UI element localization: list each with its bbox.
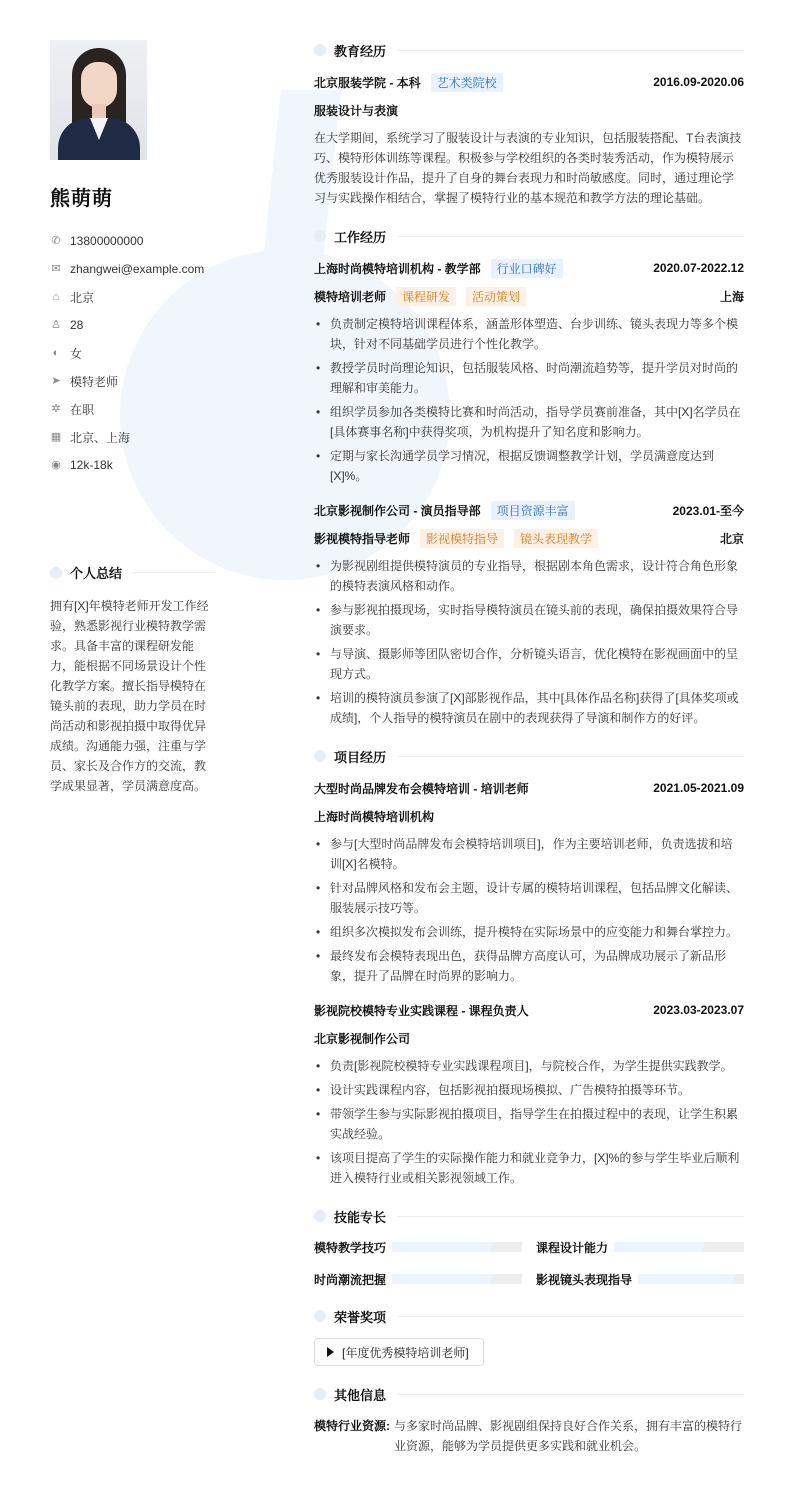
skill-name: 影视镜头表现指导 [536, 1272, 633, 1287]
project-date: 2023.03-2023.07 [653, 1003, 744, 1017]
status-icon: ✲ [51, 403, 61, 415]
list-item: • 设计实践课程内容，包括影视拍摄现场模拟、广告模特拍摄等环节。 [314, 1080, 744, 1100]
skill-item [536, 1238, 744, 1256]
list-item: • 定期与家长沟通学员学习情况，根据反馈调整教学计划，学员满意度达到[X]%。 [314, 446, 744, 486]
role-tag: 活动策划 [466, 287, 526, 306]
school-name: 北京服装学院 - 本科 [314, 75, 421, 90]
role-tag: 影视模特指导 [420, 529, 504, 548]
section-heading: 其他信息 [314, 1384, 744, 1404]
role-tag: 课程研发 [396, 287, 456, 306]
list-item: • 培训的模特演员参演了[X]部影视作品，其中[具体作品名称]获得了[具体奖项或成绩]，个人指导的模特演员在剧中的表现获得了导演和制作方的好评。 [314, 688, 744, 728]
education-entry [314, 72, 744, 208]
project-org: 北京影视制作公司 [314, 1031, 411, 1046]
age-icon: ♙ [51, 319, 61, 331]
gender-icon: ◐ [52, 347, 60, 359]
summary-heading: 个人总结 [50, 563, 215, 582]
section-dot-icon [314, 230, 326, 242]
list-item: • 针对品牌风格和发布会主题，设计专属的模特培训课程，包括品牌文化解读、服装展示技巧等。 [314, 878, 744, 918]
project-entry [314, 778, 744, 986]
info-salary: ◉ 12k-18k [51, 458, 113, 472]
job-icon: ➤ [51, 375, 61, 387]
section-heading: 教育经历 [314, 40, 744, 60]
education-desc: 在大学期间，系统学习了服装设计与表演的专业知识，包括服装搭配、T台表演技巧、模特形体训练等课程。积极参与学校组织的各类时装秀活动，作为模特展示优秀服装设计作品，提升了自身的舞台表现力和时尚敏感度。同时，通过理论学习与实践操作相结合，掌握了模特行业的基本规范和教学方法的理论基础。 [314, 131, 742, 205]
home-icon: ⌂ [52, 291, 60, 303]
project-name: 影视院校模特专业实践课程 - 课程负责人 [314, 1003, 529, 1018]
section-dot-icon [314, 1388, 326, 1400]
section-heading: 技能专长 [314, 1206, 744, 1226]
list-item: • 与导演、摄影师等团队密切合作，分析镜头语言，优化模特在影视画面中的呈现方式。 [314, 644, 744, 684]
school-tag: 艺术类院校 [431, 73, 503, 92]
job-role: 模特培训老师 [314, 289, 387, 304]
mail-icon: ✉ [51, 263, 61, 275]
company-name: 北京影视制作公司 - 演员指导部 [314, 503, 481, 518]
skill-item [536, 1270, 744, 1288]
phone-icon: ✆ [51, 235, 61, 247]
info-city: ▦ 北京、上海 [50, 430, 131, 445]
skill-name: 模特教学技巧 [314, 1240, 387, 1255]
education-date: 2016.09-2020.06 [653, 75, 744, 89]
project-date: 2021.05-2021.09 [653, 781, 744, 795]
other-section [314, 1384, 744, 1456]
sidebar [50, 40, 215, 796]
list-item: • 负责[影视院校模特专业实践课程项目]，与院校合作，为学生提供实践教学。 [314, 1056, 744, 1076]
list-item: • 教授学员时尚理论知识，包括服装风格、时尚潮流趋势等，提升学员对时尚的理解和审美能力。 [314, 358, 744, 398]
role-tag: 镜头表现教学 [514, 529, 598, 548]
other-key: 模特行业资源: [314, 1419, 390, 1433]
list-item: • 为影视剧组提供模特演员的专业指导，根据剧本角色需求，设计符合角色形象的模特表演风格和动作。 [314, 556, 744, 596]
honors-section [314, 1306, 744, 1366]
education-section [314, 40, 744, 208]
skill-bar-fill [392, 1274, 493, 1284]
section-heading: 工作经历 [314, 226, 744, 246]
section-heading: 项目经历 [314, 746, 744, 766]
company-tag: 项目资源丰富 [491, 501, 575, 520]
info-status: ✲ 在职 [51, 402, 95, 417]
list-item: • 组织学员参加各类模特比赛和时尚活动，指导学员赛前准备，其中[X]名学员在[具体赛事名称]中获得奖项，为机构提升了知名度和影响力。 [314, 402, 744, 442]
divider [398, 236, 744, 237]
section-dot-icon [314, 1210, 326, 1222]
main-content [314, 40, 744, 1474]
divider [398, 50, 744, 51]
award-item: [年度优秀模特培训老师] [314, 1338, 484, 1366]
skill-bar-fill [638, 1274, 736, 1284]
section-dot-icon [314, 750, 326, 762]
info-location: ⌂ 北京 [50, 283, 215, 311]
skill-item [314, 1238, 522, 1256]
list-item: • 负责制定模特培训课程体系，涵盖形体塑造、台步训练、镜头表现力等多个模块，针对不同基础学员进行个性化教学。 [314, 314, 744, 354]
other-item [314, 1416, 744, 1456]
play-icon [327, 1347, 334, 1357]
work-date: 2020.07-2022.12 [653, 261, 744, 275]
skills-grid [314, 1238, 744, 1288]
work-bullets [314, 556, 744, 728]
skills-section [314, 1206, 744, 1288]
project-entry [314, 1000, 744, 1188]
list-item: • 该项目提高了学生的实际操作能力和就业竞争力，[X]%的参与学生毕业后顺利进入模特行业或相关影视领域工作。 [314, 1148, 744, 1188]
skill-bar [614, 1242, 744, 1252]
city-icon: ▦ [50, 431, 62, 443]
project-org: 上海时尚模特培训机构 [314, 809, 435, 824]
divider [398, 756, 744, 757]
skill-bar-fill [392, 1242, 493, 1252]
work-entry [314, 258, 744, 486]
contact-info-list [50, 227, 215, 479]
skill-item [314, 1270, 522, 1288]
info-gender: ◐ 女 [50, 339, 215, 367]
avatar [50, 40, 147, 160]
work-date: 2023.01-至今 [672, 503, 744, 518]
divider [398, 1316, 744, 1317]
work-section [314, 226, 744, 728]
company-name: 上海时尚模特培训机构 - 教学部 [314, 261, 481, 276]
divider [132, 572, 215, 573]
list-item: • 组织多次模拟发布会训练，提升模特在实际场景中的应变能力和舞台掌控力。 [314, 922, 744, 942]
salary-icon: ◉ [51, 459, 61, 471]
projects-section [314, 746, 744, 1188]
skill-name: 课程设计能力 [536, 1240, 609, 1255]
section-heading: 荣誉奖项 [314, 1306, 744, 1326]
company-tag: 行业口碑好 [491, 259, 563, 278]
job-city: 上海 [719, 289, 744, 304]
skill-bar [392, 1242, 522, 1252]
project-bullets [314, 1056, 744, 1188]
job-role: 影视模特指导老师 [314, 531, 411, 546]
project-name: 大型时尚品牌发布会模特培训 - 培训老师 [314, 781, 529, 796]
work-entry [314, 500, 744, 728]
section-dot-icon [314, 44, 326, 56]
info-email: ✉ zhangwei@example.com [51, 262, 205, 276]
major: 服装设计与表演 [314, 103, 399, 118]
project-bullets [314, 834, 744, 986]
skill-bar [392, 1274, 522, 1284]
skill-name: 时尚潮流把握 [314, 1272, 387, 1287]
info-phone: ✆ 13800000000 [51, 234, 144, 248]
divider [398, 1216, 744, 1217]
skill-bar [638, 1274, 744, 1284]
section-dot-icon [50, 567, 62, 579]
candidate-name: 熊萌萌 [50, 188, 113, 210]
list-item: • 参与[大型时尚品牌发布会模特培训项目]，作为主要培训老师，负责选拔和培训[X]名模特。 [314, 834, 744, 874]
divider [398, 1394, 744, 1395]
skill-bar-fill [614, 1242, 705, 1252]
info-age: ♙ 28 [51, 318, 84, 332]
work-bullets [314, 314, 744, 486]
section-dot-icon [314, 1310, 326, 1322]
job-city: 北京 [719, 531, 744, 546]
info-job: ➤ 模特老师 [51, 374, 119, 389]
other-value: 与多家时尚品牌、影视剧组保持良好合作关系，拥有丰富的模特行业资源，能够为学员提供更多实践和就业机会。 [394, 1419, 743, 1453]
list-item: • 参与影视拍摄现场，实时指导模特演员在镜头前的表现，确保拍摄效果符合导演要求。 [314, 600, 744, 640]
list-item: • 带领学生参与实际影视拍摄项目，指导学生在拍摄过程中的表现，让学生积累实战经验。 [314, 1104, 744, 1144]
summary-text: 拥有[X]年模特老师开发工作经验，熟悉影视行业模特教学需求。具备丰富的课程研发能力，能根据不同场景设计个性化教学方案。擅长指导模特在镜头前的表现，助力学员在时尚活动和影视拍摄中取得优异成绩。沟通能力强，注重与学员、家长及合作方的交流，教学成果显著，学员满意度高。 [50, 599, 209, 793]
list-item: • 最终发布会模特表现出色，获得品牌方高度认可，为品牌成功展示了新品形象，提升了品牌在时尚界的影响力。 [314, 946, 744, 986]
